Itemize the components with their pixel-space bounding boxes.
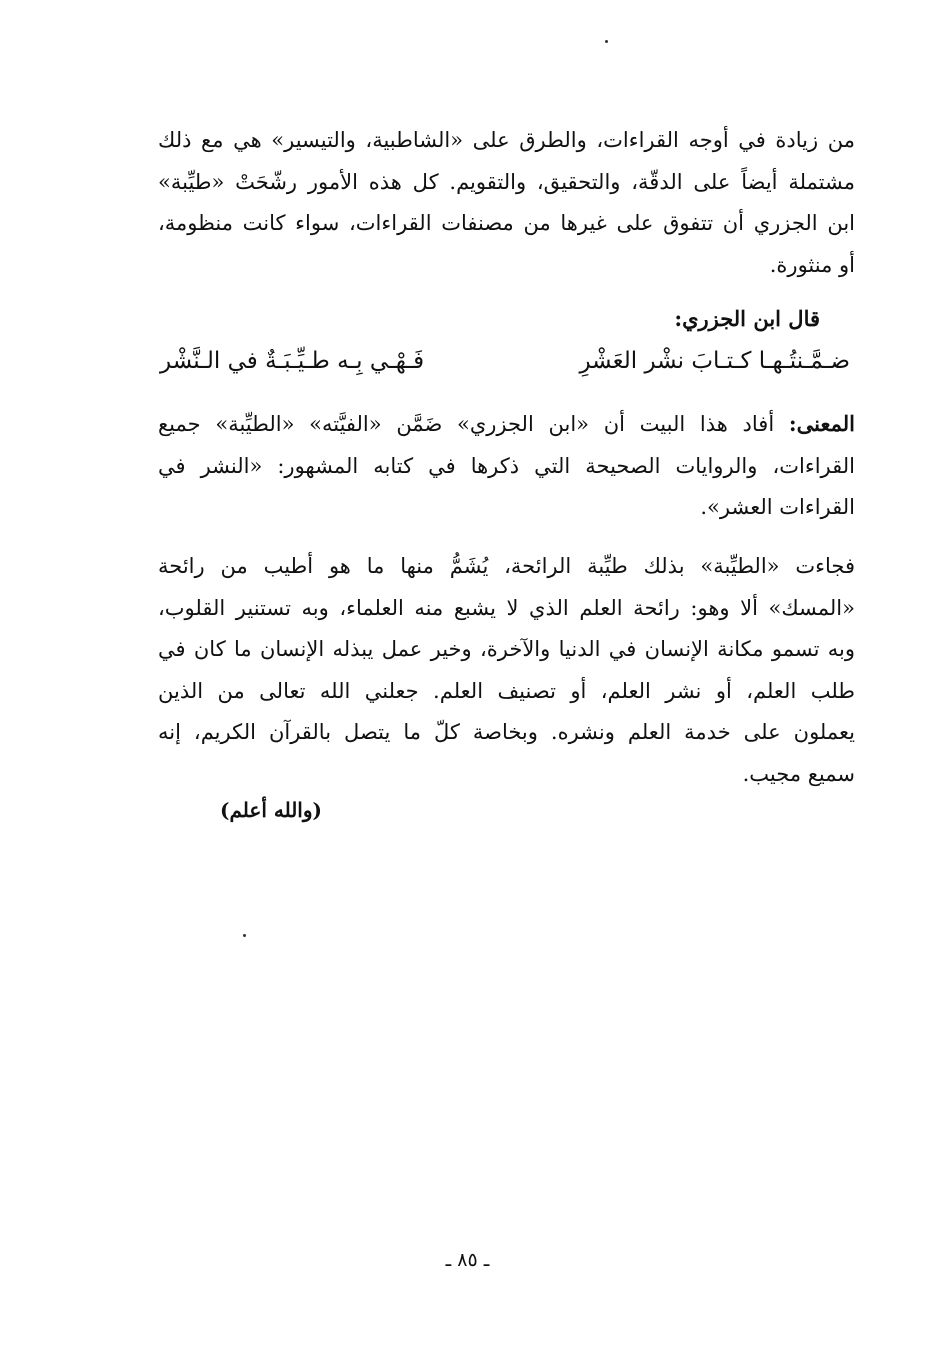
paragraph-3 <box>158 546 855 795</box>
paragraph-line <box>158 403 855 446</box>
closing-phrase: (والله أعلم) <box>220 798 322 822</box>
paragraph-line: «المسك» ألا وهو: رائحة العلم الذي لا يشبع منه العلماء، وبه تستنير القلوب، <box>158 595 855 620</box>
scan-speck <box>243 934 246 937</box>
scan-speck <box>605 40 608 43</box>
paragraph-line: القراءات، والروايات الصحيحة التي ذكرها في كتابه المشهور: «النشر في <box>158 453 855 478</box>
paragraph-2 <box>158 403 855 529</box>
paragraph-line: ابن الجزري أن تتفوق على غيرها من مصنفات القراءات، سواء كانت منظومة، <box>158 211 855 235</box>
paragraph-line: طلب العلم، أو نشر العلم، أو تصنيف العلم. جعلني الله تعالى من الذين <box>158 678 855 703</box>
paragraph-1 <box>158 120 855 286</box>
paragraph-line: وبه تسمو مكانة الإنسان في الدنيا والآخرة، وخير عمل يبذله الإنسان ما كان في <box>158 637 855 661</box>
quote-intro: قال ابن الجزري: <box>674 306 820 331</box>
paragraph-line: سميع مجيب. <box>742 761 855 786</box>
paragraph-line: أو منثورة. <box>769 252 855 277</box>
paragraph-line: فجاءت «الطيِّبة» بذلك طيِّبة الرائحة، يُشَمُّ منها ما هو أطيب من رائحة <box>158 554 855 578</box>
paragraph-line: يعملون على خدمة العلم ونشره. وبخاصة كلّ ما يتصل بالقرآن الكريم، إنه <box>158 720 855 744</box>
paragraph-line: القراءات العشر». <box>700 495 855 519</box>
paragraph-line-text: أفاد هذا البيت أن «ابن الجزري» ضَمَّن «الفيَّته» «الطيِّبة» جميع <box>158 412 775 436</box>
poem-verse <box>160 348 850 392</box>
verse-first-hemistich: ضـمَّـنتُـهـا كـتـابَ نشْر العَشْرِ <box>579 348 850 374</box>
meaning-label: المعنى: <box>788 411 855 436</box>
paragraph-line: من زيادة في أوجه القراءات، والطرق على «الشاطبية، والتيسير» هي مع ذلك <box>158 128 855 152</box>
page-number: ـ ٨٥ ـ <box>445 1249 490 1271</box>
paragraph-line: مشتملة أيضاً على الدقّة، والتحقيق، والتقويم. كل هذه الأمور رشّحَتْ «طيِّبة» <box>158 169 855 194</box>
verse-second-hemistich: فَـهْـي بِـه طـيِّـبَـةٌ في الـنَّشْر <box>160 348 425 374</box>
